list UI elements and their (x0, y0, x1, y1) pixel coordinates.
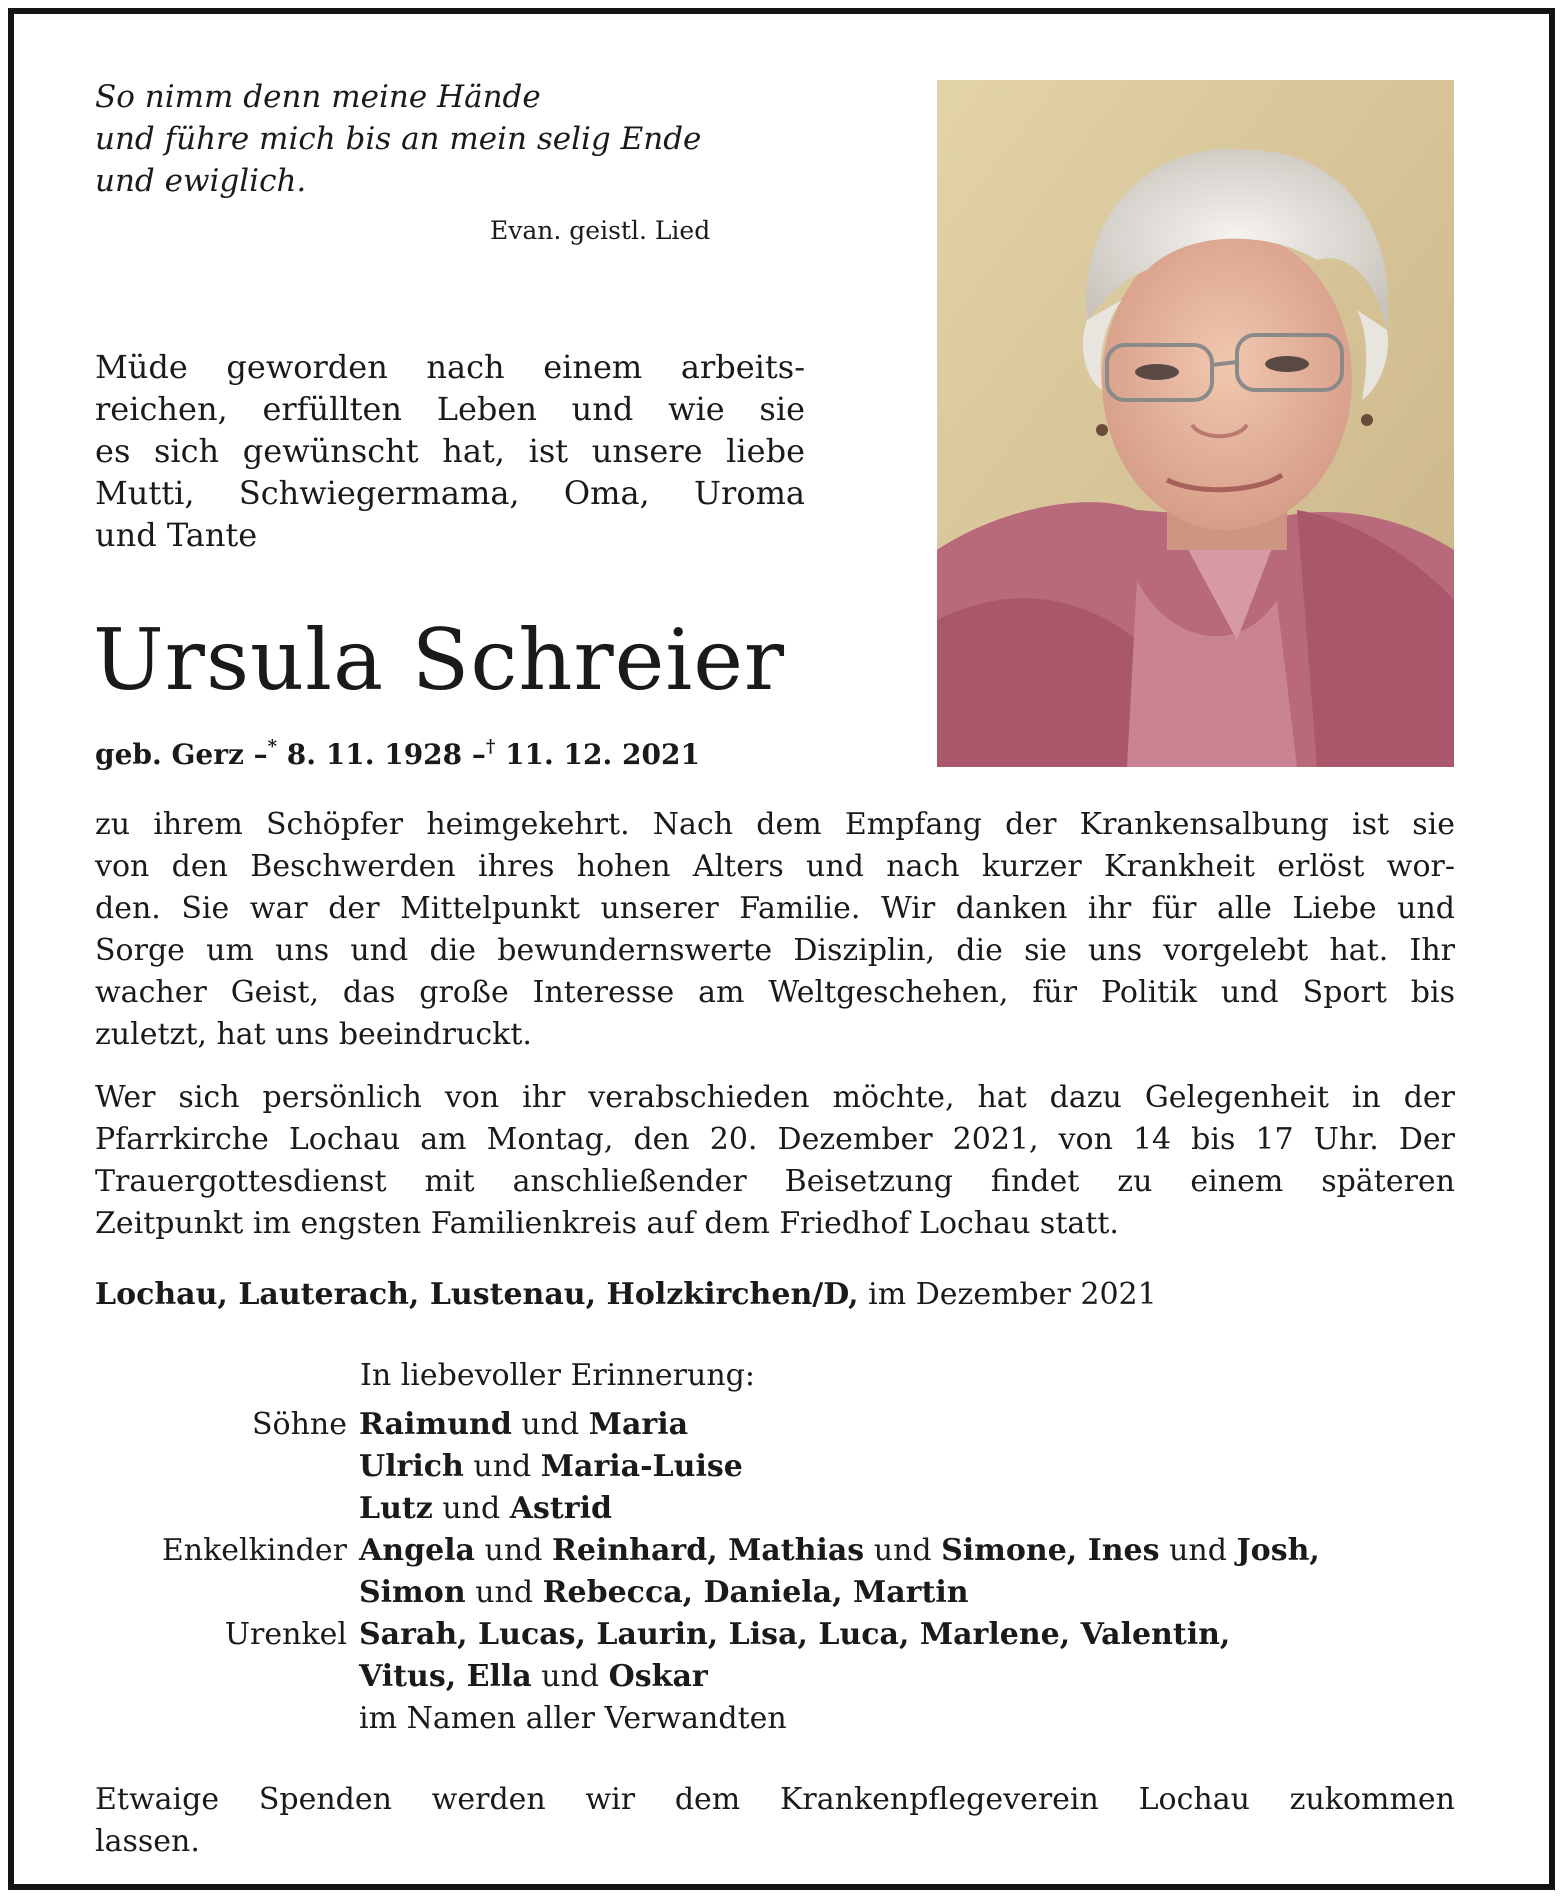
family-name: Rebecca, Daniela, Martin (542, 1575, 969, 1610)
body-line: wacher Geist, das große Interesse am Weltgeschehen, für Politik und Sport bis (95, 975, 1455, 1010)
family-name: Josh, (1236, 1533, 1320, 1568)
places-line (95, 1274, 1157, 1316)
donation-note (95, 1779, 1455, 1863)
family-name: Ulrich (359, 1449, 464, 1484)
dash: – (471, 738, 486, 771)
family-row (95, 1572, 1465, 1614)
family-closing: im Namen aller Verwandten (359, 1701, 787, 1736)
conjunction: und (475, 1575, 534, 1610)
body-line: Wer sich persönlich von ihr verabschieden möchte, hat dazu Gelegenheit in der (95, 1080, 1455, 1115)
intro-line: Mutti, Schwiegermama, Oma, Uroma (95, 474, 805, 512)
family-name: Oskar (608, 1659, 708, 1694)
death-symbol: † (485, 736, 496, 757)
birth-symbol: * (267, 736, 278, 757)
conjunction: und (521, 1407, 580, 1442)
body-line: von den Beschwerden ihres hohen Alters und nach kurzer Krankheit erlöst wor- (95, 849, 1455, 884)
body-line: zuletzt, hat uns beeindruckt. (95, 1017, 532, 1052)
body-line: den. Sie war der Mittelpunkt unserer Familie. Wir danken ihr für alle Liebe und (95, 891, 1455, 926)
intro-line: und Tante (95, 516, 258, 554)
family-row (95, 1488, 1465, 1530)
family-name: Reinhard, Mathias (551, 1533, 865, 1568)
conjunction: und (541, 1659, 600, 1694)
family-name: Simon (359, 1575, 466, 1610)
deceased-name: Ursula Schreier (93, 611, 786, 709)
motto-line: und ewiglich. (95, 163, 307, 199)
family-row (95, 1614, 1465, 1656)
family-row (95, 1530, 1465, 1572)
motto-source: Evan. geistl. Lied (490, 216, 711, 245)
donation-line: lassen. (95, 1824, 200, 1859)
donation-line: Etwaige Spenden werden wir dem Krankenpflegeverein Lochau zukommen (95, 1782, 1455, 1817)
maiden-name: geb. Gerz (95, 738, 244, 771)
family-name: Simone, Ines (941, 1533, 1160, 1568)
family-row (95, 1446, 1465, 1488)
motto-verse (95, 76, 775, 202)
family-name: Sarah, Lucas, Laurin, Lisa, Luca, Marlene, Valentin, (359, 1617, 1231, 1652)
family-name: Lutz (359, 1491, 433, 1526)
family-row (95, 1698, 1465, 1740)
dash: – (253, 738, 268, 771)
places-bold: Lochau, Lauterach, Lustenau, Holzkirchen/D, (95, 1277, 859, 1312)
family-name: Raimund (359, 1407, 512, 1442)
relation-label: Söhne (251, 1407, 347, 1442)
death-date: 11. 12. 2021 (505, 738, 700, 771)
announcement-paragraph (95, 804, 1455, 1056)
intro-paragraph (95, 346, 805, 556)
conjunction: und (473, 1449, 532, 1484)
life-dates (95, 727, 700, 775)
intro-line: reichen, erfüllten Leben und wie sie (95, 390, 805, 428)
intro-line: es sich gewünscht hat, ist unsere liebe (95, 432, 805, 470)
body-line: Pfarrkirche Lochau am Montag, den 20. Dezember 2021, von 14 bis 17 Uhr. Der (95, 1122, 1455, 1157)
motto-line: So nimm denn meine Hände (95, 79, 541, 115)
relation-label: Enkelkinder (161, 1533, 347, 1568)
intro-line: Müde geworden nach einem arbeits- (95, 348, 805, 386)
birth-date: 8. 11. 1928 (286, 738, 463, 771)
portrait-photo-icon (937, 80, 1454, 767)
farewell-paragraph (95, 1077, 1455, 1245)
family-name: Astrid (509, 1491, 612, 1526)
family-name: Vitus, Ella (359, 1659, 532, 1694)
conjunction: und (1169, 1533, 1227, 1568)
relation-label: Urenkel (224, 1617, 347, 1652)
family-list (95, 1404, 1465, 1740)
family-row (95, 1404, 1465, 1446)
family-name: Maria (588, 1407, 689, 1442)
family-name: Angela (359, 1533, 475, 1568)
body-line: Sorge um uns und die bewundernswerte Disziplin, die sie uns vorgelebt hat. Ihr (95, 933, 1455, 968)
portrait-illustration (937, 80, 1454, 767)
family-name: Maria-Luise (540, 1449, 743, 1484)
body-line: Zeitpunkt im engsten Familienkreis auf dem Friedhof Lochau statt. (95, 1206, 1119, 1241)
conjunction: und (442, 1491, 501, 1526)
conjunction: und (873, 1533, 932, 1568)
family-row (95, 1656, 1465, 1698)
conjunction: und (484, 1533, 543, 1568)
places-date: im Dezember 2021 (868, 1277, 1157, 1312)
body-line: Trauergottesdienst mit anschließender Beisetzung findet zu einem späteren (95, 1164, 1455, 1199)
memory-heading: In liebevoller Erinnerung: (360, 1358, 755, 1393)
motto-line: und führe mich bis an mein selig Ende (95, 121, 702, 157)
body-line: zu ihrem Schöpfer heimgekehrt. Nach dem Empfang der Krankensalbung ist sie (95, 807, 1455, 842)
